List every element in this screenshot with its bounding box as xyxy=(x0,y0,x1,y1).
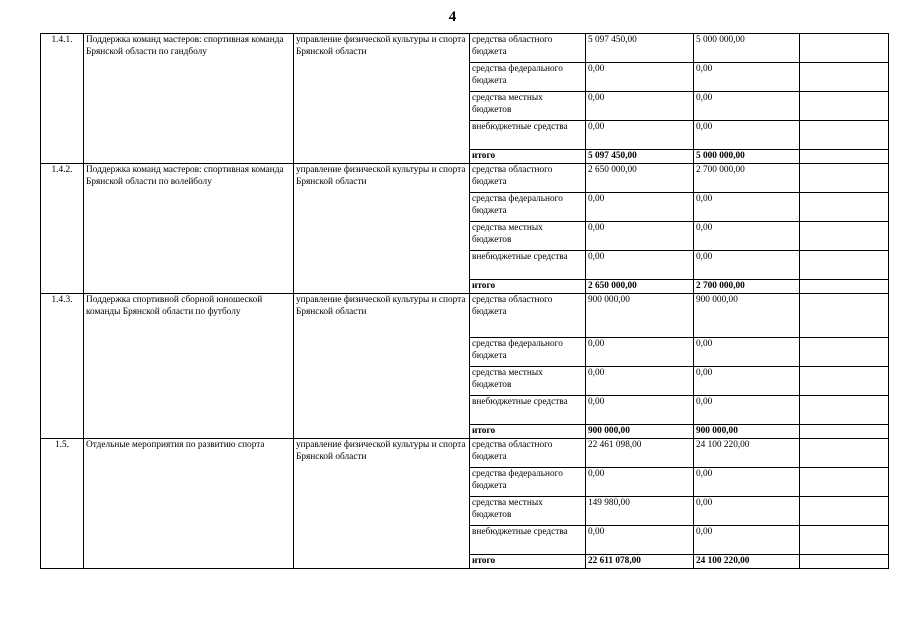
amount-year-3 xyxy=(800,164,889,193)
amount-year-1: 22 461 098,00 xyxy=(586,439,694,468)
amount-year-3 xyxy=(800,468,889,497)
amount-year-3-total xyxy=(800,425,889,439)
amount-year-1: 900 000,00 xyxy=(586,294,694,338)
funding-source: средства федерального бюджета xyxy=(470,338,586,367)
item-executor: управление физической культуры и спорта Брянской области xyxy=(294,34,470,164)
amount-year-2-total: 2 700 000,00 xyxy=(694,280,800,294)
amount-year-1: 0,00 xyxy=(586,251,694,280)
amount-year-1: 0,00 xyxy=(586,92,694,121)
amount-year-2: 0,00 xyxy=(694,193,800,222)
amount-year-1-total: 2 650 000,00 xyxy=(586,280,694,294)
amount-year-3-total xyxy=(800,555,889,569)
amount-year-1: 0,00 xyxy=(586,338,694,367)
item-number: 1.4.2. xyxy=(41,164,84,294)
item-number: 1.4.1. xyxy=(41,34,84,164)
amount-year-3 xyxy=(800,92,889,121)
amount-year-1: 0,00 xyxy=(586,222,694,251)
item-number: 1.5. xyxy=(41,439,84,569)
amount-year-3 xyxy=(800,251,889,280)
amount-year-2: 0,00 xyxy=(694,338,800,367)
amount-year-2: 0,00 xyxy=(694,251,800,280)
item-executor: управление физической культуры и спорта Брянской области xyxy=(294,294,470,439)
amount-year-2: 0,00 xyxy=(694,468,800,497)
funding-source: внебюджетные средства xyxy=(470,121,586,150)
amount-year-1: 0,00 xyxy=(586,367,694,396)
item-executor: управление физической культуры и спорта Брянской области xyxy=(294,164,470,294)
amount-year-2: 0,00 xyxy=(694,367,800,396)
amount-year-3 xyxy=(800,222,889,251)
item-name: Отдельные мероприятия по развитию спорта xyxy=(84,439,294,569)
amount-year-1: 0,00 xyxy=(586,526,694,555)
amount-year-3 xyxy=(800,193,889,222)
funding-source-total: итого xyxy=(470,425,586,439)
amount-year-2-total: 24 100 220,00 xyxy=(694,555,800,569)
amount-year-3 xyxy=(800,526,889,555)
funding-source: внебюджетные средства xyxy=(470,526,586,555)
amount-year-1: 149 980,00 xyxy=(586,497,694,526)
amount-year-3-total xyxy=(800,150,889,164)
amount-year-2: 0,00 xyxy=(694,92,800,121)
funding-source: средства областного бюджета xyxy=(470,439,586,468)
funding-source: внебюджетные средства xyxy=(470,251,586,280)
amount-year-1: 2 650 000,00 xyxy=(586,164,694,193)
amount-year-3 xyxy=(800,367,889,396)
amount-year-1: 0,00 xyxy=(586,396,694,425)
budget-table xyxy=(40,33,889,569)
table-row xyxy=(41,34,889,63)
amount-year-3 xyxy=(800,294,889,338)
amount-year-2: 0,00 xyxy=(694,396,800,425)
amount-year-2: 0,00 xyxy=(694,63,800,92)
amount-year-3-total xyxy=(800,280,889,294)
amount-year-2: 900 000,00 xyxy=(694,294,800,338)
table-row xyxy=(41,439,889,468)
amount-year-2: 0,00 xyxy=(694,526,800,555)
amount-year-3 xyxy=(800,121,889,150)
item-executor: управление физической культуры и спорта Брянской области xyxy=(294,439,470,569)
funding-source: средства областного бюджета xyxy=(470,34,586,63)
amount-year-1: 0,00 xyxy=(586,193,694,222)
amount-year-3 xyxy=(800,63,889,92)
item-number: 1.4.3. xyxy=(41,294,84,439)
amount-year-2: 2 700 000,00 xyxy=(694,164,800,193)
amount-year-3 xyxy=(800,497,889,526)
amount-year-1: 0,00 xyxy=(586,63,694,92)
funding-source: средства местных бюджетов xyxy=(470,367,586,396)
funding-source: средства местных бюджетов xyxy=(470,222,586,251)
amount-year-3 xyxy=(800,34,889,63)
funding-source: средства местных бюджетов xyxy=(470,497,586,526)
funding-source-total: итого xyxy=(470,280,586,294)
funding-source: средства областного бюджета xyxy=(470,294,586,338)
amount-year-2: 0,00 xyxy=(694,497,800,526)
amount-year-1: 5 097 450,00 xyxy=(586,34,694,63)
funding-source: средства федерального бюджета xyxy=(470,193,586,222)
amount-year-2-total: 5 000 000,00 xyxy=(694,150,800,164)
item-name: Поддержка команд мастеров: спортивная команда Брянской области по гандболу xyxy=(84,34,294,164)
amount-year-1: 0,00 xyxy=(586,468,694,497)
amount-year-2: 5 000 000,00 xyxy=(694,34,800,63)
amount-year-3 xyxy=(800,396,889,425)
amount-year-1: 0,00 xyxy=(586,121,694,150)
page-number: 4 xyxy=(448,9,457,25)
amount-year-3 xyxy=(800,338,889,367)
amount-year-1-total: 5 097 450,00 xyxy=(586,150,694,164)
funding-source: внебюджетные средства xyxy=(470,396,586,425)
table-row xyxy=(41,164,889,193)
amount-year-2: 0,00 xyxy=(694,121,800,150)
funding-source: средства федерального бюджета xyxy=(470,63,586,92)
funding-source-total: итого xyxy=(470,555,586,569)
amount-year-2-total: 900 000,00 xyxy=(694,425,800,439)
budget-table-body xyxy=(41,34,889,569)
funding-source: средства местных бюджетов xyxy=(470,92,586,121)
amount-year-1-total: 22 611 078,00 xyxy=(586,555,694,569)
amount-year-2: 0,00 xyxy=(694,222,800,251)
amount-year-1-total: 900 000,00 xyxy=(586,425,694,439)
funding-source-total: итого xyxy=(470,150,586,164)
item-name: Поддержка спортивной сборной юношеской команды Брянской области по футболу xyxy=(84,294,294,439)
funding-source: средства областного бюджета xyxy=(470,164,586,193)
amount-year-3 xyxy=(800,439,889,468)
funding-source: средства федерального бюджета xyxy=(470,468,586,497)
amount-year-2: 24 100 220,00 xyxy=(694,439,800,468)
table-row xyxy=(41,294,889,338)
item-name: Поддержка команд мастеров: спортивная команда Брянской области по волейболу xyxy=(84,164,294,294)
